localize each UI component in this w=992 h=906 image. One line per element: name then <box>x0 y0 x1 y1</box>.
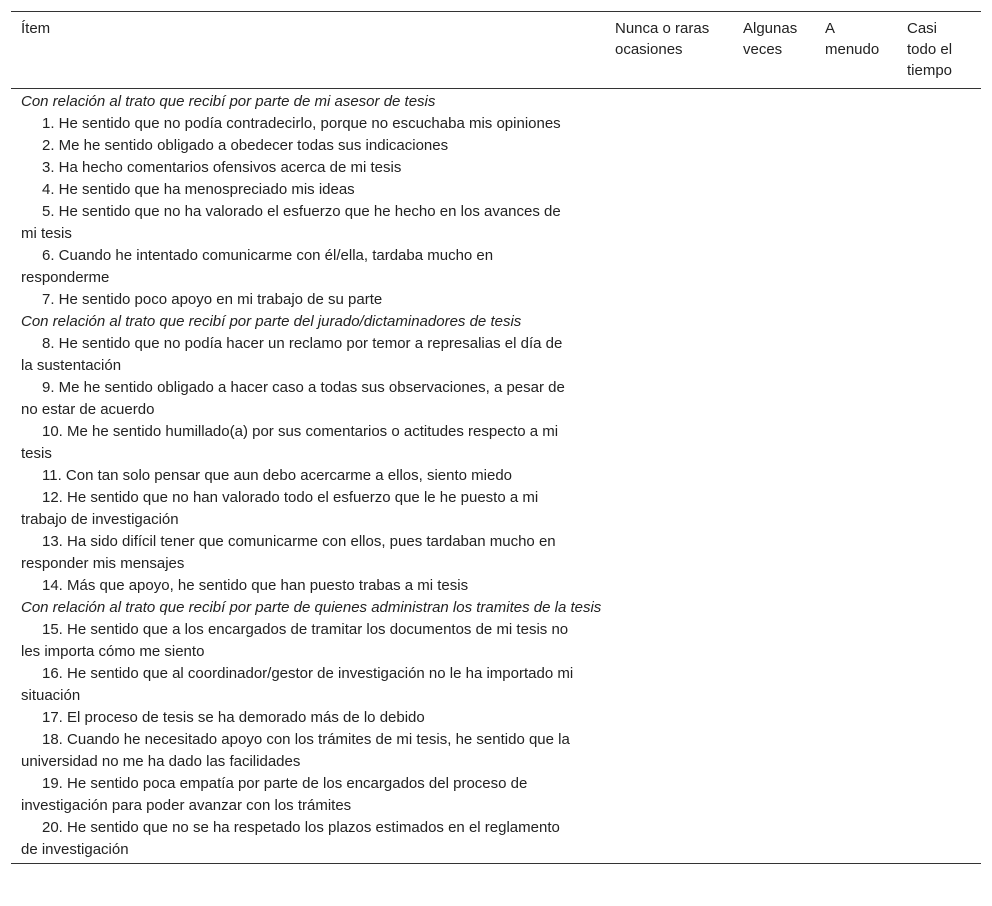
response-cell <box>605 619 733 663</box>
item-row <box>11 135 981 157</box>
item-row <box>11 531 981 575</box>
response-cell <box>815 773 897 817</box>
response-cell <box>605 157 733 179</box>
item-row <box>11 179 981 201</box>
response-cell <box>897 465 981 487</box>
response-cell <box>897 157 981 179</box>
item-cell <box>11 487 605 531</box>
item-row <box>11 421 981 465</box>
response-cell <box>605 179 733 201</box>
item-row <box>11 707 981 729</box>
section-row <box>11 311 981 333</box>
item-cell <box>11 707 605 729</box>
header-item: Ítem <box>11 12 605 89</box>
section-title: Con relación al trato que recibí por parte de mi asesor de tesis <box>21 93 436 110</box>
response-cell <box>815 135 897 157</box>
section-title: Con relación al trato que recibí por parte del jurado/dictaminadores de tesis <box>21 313 522 330</box>
item-text: 11. Con tan solo pensar que aun debo acercarme a ellos, siento miedo <box>42 467 513 484</box>
response-cell <box>897 817 981 864</box>
response-cell <box>605 289 733 311</box>
response-cell <box>605 531 733 575</box>
response-cell <box>733 289 815 311</box>
item-row <box>11 729 981 773</box>
response-cell <box>815 575 897 597</box>
item-row <box>11 157 981 179</box>
response-cell <box>733 707 815 729</box>
response-cell <box>815 421 897 465</box>
response-cell <box>897 333 981 377</box>
response-cell <box>733 487 815 531</box>
item-cell <box>11 575 605 597</box>
response-cell <box>605 201 733 245</box>
item-cell <box>11 531 605 575</box>
item-cell <box>11 817 605 864</box>
table-body <box>11 89 981 864</box>
response-cell <box>605 663 733 707</box>
item-cell <box>11 201 605 245</box>
item-row <box>11 201 981 245</box>
item-row <box>11 333 981 377</box>
item-row <box>11 817 981 864</box>
header-almost-always: Casi todo el tiempo <box>897 12 981 89</box>
item-row <box>11 619 981 663</box>
response-cell <box>605 113 733 135</box>
item-text: 17. El proceso de tesis se ha demorado más de lo debido <box>42 709 425 726</box>
response-cell <box>733 773 815 817</box>
response-cell <box>605 245 733 289</box>
header-row <box>11 12 981 89</box>
response-cell <box>897 531 981 575</box>
item-row <box>11 663 981 707</box>
response-cell <box>733 531 815 575</box>
response-cell <box>733 333 815 377</box>
response-cell <box>897 619 981 663</box>
item-text: 7. He sentido poco apoyo en mi trabajo de su parte <box>42 291 383 308</box>
item-cell <box>11 113 605 135</box>
response-cell <box>897 289 981 311</box>
item-text: 12. He sentido que no han valorado todo el esfuerzo que le he puesto a mi trabajo de investigación <box>21 489 539 528</box>
response-cell <box>897 245 981 289</box>
response-cell <box>815 333 897 377</box>
item-text: 8. He sentido que no podía hacer un reclamo por temor a represalias el día de la sustentación <box>21 335 563 374</box>
response-cell <box>605 421 733 465</box>
section-row <box>11 89 981 114</box>
response-cell <box>897 421 981 465</box>
response-cell <box>815 113 897 135</box>
item-row <box>11 113 981 135</box>
item-text: 5. He sentido que no ha valorado el esfuerzo que he hecho en los avances de mi tesis <box>21 203 561 242</box>
item-text: 14. Más que apoyo, he sentido que han puesto trabas a mi tesis <box>42 577 469 594</box>
item-cell <box>11 619 605 663</box>
item-row <box>11 487 981 531</box>
response-cell <box>815 817 897 864</box>
response-cell <box>897 179 981 201</box>
response-cell <box>815 289 897 311</box>
response-cell <box>815 531 897 575</box>
item-text: 9. Me he sentido obligado a hacer caso a todas sus observaciones, a pesar de no estar de acuerdo <box>21 379 565 418</box>
item-text: 2. Me he sentido obligado a obedecer todas sus indicaciones <box>42 137 449 154</box>
item-cell <box>11 465 605 487</box>
response-cell <box>733 421 815 465</box>
item-row <box>11 465 981 487</box>
response-cell <box>815 465 897 487</box>
response-cell <box>733 179 815 201</box>
response-cell <box>815 377 897 421</box>
item-row <box>11 773 981 817</box>
response-cell <box>733 113 815 135</box>
response-cell <box>815 619 897 663</box>
response-cell <box>605 465 733 487</box>
response-cell <box>605 135 733 157</box>
item-cell <box>11 663 605 707</box>
response-cell <box>733 817 815 864</box>
response-cell <box>897 487 981 531</box>
response-cell <box>897 575 981 597</box>
item-text: 3. Ha hecho comentarios ofensivos acerca de mi tesis <box>42 159 402 176</box>
response-cell <box>815 245 897 289</box>
response-cell <box>733 201 815 245</box>
response-cell <box>733 729 815 773</box>
response-cell <box>815 179 897 201</box>
response-cell <box>897 377 981 421</box>
response-cell <box>605 487 733 531</box>
item-cell <box>11 179 605 201</box>
survey-table <box>11 11 981 864</box>
response-cell <box>605 729 733 773</box>
section-row <box>11 597 981 619</box>
item-cell <box>11 135 605 157</box>
response-cell <box>733 135 815 157</box>
response-cell <box>605 773 733 817</box>
item-text: 20. He sentido que no se ha respetado los plazos estimados en el reglamento de investigación <box>21 819 560 858</box>
response-cell <box>605 707 733 729</box>
response-cell <box>897 773 981 817</box>
response-cell <box>733 575 815 597</box>
response-cell <box>733 377 815 421</box>
item-row <box>11 245 981 289</box>
item-text: 13. Ha sido difícil tener que comunicarme con ellos, pues tardaban mucho en responder mis mensajes <box>21 533 556 572</box>
response-cell <box>815 201 897 245</box>
response-cell <box>733 465 815 487</box>
item-row <box>11 575 981 597</box>
response-cell <box>897 135 981 157</box>
response-cell <box>897 707 981 729</box>
response-cell <box>605 575 733 597</box>
item-cell <box>11 245 605 289</box>
item-cell <box>11 157 605 179</box>
table-header <box>11 12 981 89</box>
item-cell <box>11 289 605 311</box>
response-cell <box>605 333 733 377</box>
item-text: 4. He sentido que ha menospreciado mis ideas <box>42 181 355 198</box>
response-cell <box>733 619 815 663</box>
response-cell <box>605 377 733 421</box>
header-never: Nunca o raras ocasiones <box>605 12 733 89</box>
response-cell <box>897 729 981 773</box>
response-cell <box>897 663 981 707</box>
item-cell <box>11 773 605 817</box>
item-text: 16. He sentido que al coordinador/gestor de investigación no le ha importado mi situación <box>21 665 574 704</box>
item-text: 18. Cuando he necesitado apoyo con los trámites de mi tesis, he sentido que la universidad no me ha dado las facilidades <box>21 731 570 770</box>
response-cell <box>815 707 897 729</box>
item-text: 15. He sentido que a los encargados de tramitar los documentos de mi tesis no les importa cómo me siento <box>21 621 569 660</box>
item-text: 1. He sentido que no podía contradecirlo, porque no escuchaba mis opiniones <box>42 115 561 132</box>
item-cell <box>11 333 605 377</box>
response-cell <box>815 729 897 773</box>
item-cell <box>11 377 605 421</box>
item-text: 19. He sentido poca empatía por parte de los encargados del proceso de investigación para poder avanzar con los trámites <box>21 775 528 814</box>
response-cell <box>897 113 981 135</box>
item-text: 6. Cuando he intentado comunicarme con él/ella, tardaba mucho en responderme <box>21 247 494 286</box>
response-cell <box>733 663 815 707</box>
header-often: A menudo <box>815 12 897 89</box>
header-sometimes: Algunas veces <box>733 12 815 89</box>
item-text: 10. Me he sentido humillado(a) por sus comentarios o actitudes respecto a mi tesis <box>21 423 559 462</box>
response-cell <box>605 817 733 864</box>
response-cell <box>897 201 981 245</box>
section-title: Con relación al trato que recibí por parte de quienes administran los tramites de la tesis <box>21 599 602 616</box>
response-cell <box>815 663 897 707</box>
item-row <box>11 289 981 311</box>
response-cell <box>815 157 897 179</box>
response-cell <box>733 157 815 179</box>
item-cell <box>11 729 605 773</box>
response-cell <box>815 487 897 531</box>
item-cell <box>11 421 605 465</box>
item-row <box>11 377 981 421</box>
response-cell <box>733 245 815 289</box>
